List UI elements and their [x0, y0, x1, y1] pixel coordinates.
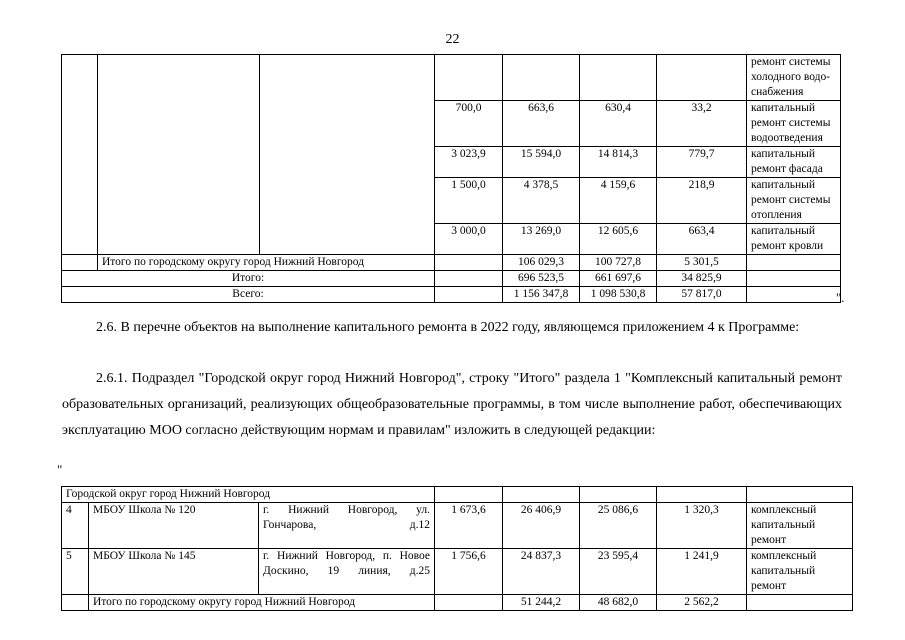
subtotal-label: Итого по городскому округу город Нижний Новгород — [98, 255, 435, 271]
row-number: 4 — [62, 503, 89, 549]
cell-value: 218,9 — [657, 178, 747, 224]
cell-value: 15 594,0 — [503, 147, 580, 178]
cell-value: 4 378,5 — [503, 178, 580, 224]
cell-value: 57 817,0 — [657, 287, 747, 303]
school-address: г. Нижний Новгород, п. Новое Доскино, 19 линия, д.25 — [259, 549, 435, 595]
table-row — [62, 55, 841, 101]
table-replacement — [61, 486, 853, 611]
cell-value: 3 023,9 — [435, 147, 503, 178]
cell-value: 779,7 — [657, 147, 747, 178]
row-note: капитальный ремонт системы водоотведения — [747, 101, 841, 147]
cell-value: 12 605,6 — [580, 224, 657, 255]
row-note: капитальный ремонт фасада — [747, 147, 841, 178]
cell-value: 23 595,4 — [580, 549, 657, 595]
cell-value: 13 269,0 — [503, 224, 580, 255]
cell-value: 25 086,6 — [580, 503, 657, 549]
cell-value: 1 241,9 — [657, 549, 747, 595]
cell-value: 2 562,2 — [657, 595, 747, 611]
cell-value: 100 727,8 — [580, 255, 657, 271]
grand-total-label: Всего: — [62, 287, 435, 303]
cell-value: 663,6 — [503, 101, 580, 147]
cell-value: 4 159,6 — [580, 178, 657, 224]
cell-value: 630,4 — [580, 101, 657, 147]
row-number: 5 — [62, 549, 89, 595]
section-header-row — [62, 487, 853, 503]
paragraph-2-6-1: 2.6.1. Подраздел "Городской округ город Нижний Новгород", строку "Итого" раздела 1 "Комплексный капитальный ремонт образовательных организаций, реализующих общеобразовательные программы, в том числе выполнение работ, обеспечивающих эксплуатацию МОО согласно действующим нормам и правилам" изложить в следующей редакции: — [62, 371, 842, 438]
cell-value: 1 673,6 — [435, 503, 503, 549]
cell-value: 1 500,0 — [435, 178, 503, 224]
cell-value: 1 756,6 — [435, 549, 503, 595]
subtotal-row — [62, 255, 841, 271]
cell-value: 1 098 530,8 — [580, 287, 657, 303]
page-number: 22 — [445, 32, 460, 47]
cell-value: 1 320,3 — [657, 503, 747, 549]
total-label: Итого: — [62, 271, 435, 287]
cell-value: 696 523,5 — [503, 271, 580, 287]
cell-value: 34 825,9 — [657, 271, 747, 287]
row-note: комплексный капитальный ремонт — [747, 549, 853, 595]
cell-value: 3 000,0 — [435, 224, 503, 255]
grand-total-row — [62, 287, 841, 303]
cell-value: 33,2 — [657, 101, 747, 147]
cell-value: 661 697,6 — [580, 271, 657, 287]
subtotal-row — [62, 595, 853, 611]
cell-value: 26 406,9 — [503, 503, 580, 549]
row-note: капитальный ремонт кровли — [747, 224, 841, 255]
cell-value: 5 301,5 — [657, 255, 747, 271]
cell-value: 1 156 347,8 — [503, 287, 580, 303]
school-name: МБОУ Школа № 145 — [89, 549, 259, 595]
cell-value: 700,0 — [435, 101, 503, 147]
table-row — [62, 549, 853, 595]
subtotal-label: Итого по городскому округу город Нижний Новгород — [89, 595, 435, 611]
cell-value: 48 682,0 — [580, 595, 657, 611]
cell-value: 51 244,2 — [503, 595, 580, 611]
cell-value: 106 029,3 — [503, 255, 580, 271]
table-continuation — [61, 54, 841, 303]
closing-quote: ". — [836, 290, 845, 305]
section-header: Городской округ город Нижний Новгород — [62, 487, 435, 503]
total-row — [62, 271, 841, 287]
table-row — [62, 503, 853, 549]
row-note: ремонт системы холодного водо-снабжения — [747, 55, 841, 101]
paragraph-2-6: 2.6. В перечне объектов на выполнение капитального ремонта в 2022 году, являющемся приложением 4 к Программе: — [96, 320, 800, 335]
opening-quote: " — [57, 462, 63, 477]
cell-value: 14 814,3 — [580, 147, 657, 178]
school-address: г. Нижний Новгород, ул. Гончарова, д.12 — [259, 503, 435, 549]
row-note: комплексный капитальный ремонт — [747, 503, 853, 549]
cell-value: 663,4 — [657, 224, 747, 255]
cell-value: 24 837,3 — [503, 549, 580, 595]
row-note: капитальный ремонт системы отопления — [747, 178, 841, 224]
school-name: МБОУ Школа № 120 — [89, 503, 259, 549]
